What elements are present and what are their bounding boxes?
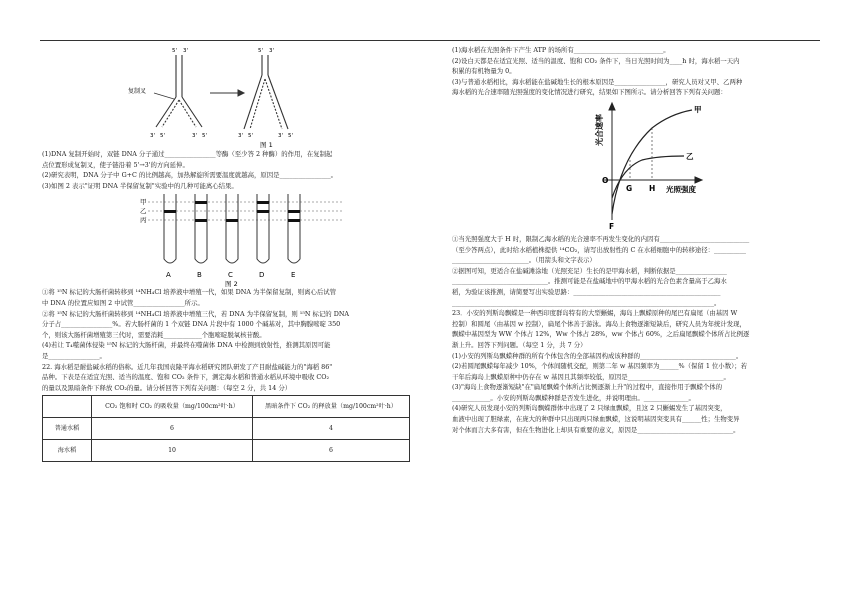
table-cell: 普通水稻	[43, 418, 92, 440]
band-label: 甲	[140, 198, 147, 207]
photosynthesis-graph	[452, 98, 822, 234]
fig1-end-label: 5'	[160, 133, 166, 139]
dna-band	[164, 210, 176, 213]
text-line: (1)DNA 复制开始时，双链 DNA 分子通过________________等酶（至少答 2 种酶）的作用，在复制起	[42, 150, 333, 158]
fig1-end-label: 3'	[278, 133, 284, 139]
series-label: 乙	[686, 151, 694, 161]
figure-1	[42, 45, 410, 149]
table-header-row	[43, 396, 410, 418]
table-cell: 4	[253, 418, 410, 440]
fig1-end-label: 5'	[288, 133, 294, 139]
tube-label: C	[228, 271, 233, 280]
dna-band	[257, 201, 269, 204]
text-line: (3)与普通水稻相比，海水稻能在盐碱地生长的根本原因是________________，研究人员对又甲、乙两种	[452, 77, 743, 86]
tube-label: E	[291, 271, 296, 280]
fig1-end-label: 3'	[269, 48, 275, 54]
text-line: 分子占________________%。若大肠杆菌的 1 个双链 DNA 片段中有 1000 个碱基对，其中胸腺嘧啶 350	[42, 320, 341, 329]
text-line: (4)研究人员发现小安的列斯岛飘蝾群体中出现了 2 只绿血飘蝾，且这 2 只蜥蜴发生了基因突变，	[452, 404, 727, 413]
dna-band	[257, 210, 269, 213]
table-header-cell: CO₂ 饱和时 CO₂ 的吸收量（mg/100cm²叶·h）	[92, 396, 253, 418]
text-line: 22. 海水稻是耐盐碱水稻的俗称。近几年我国袁隆平海水稻研究团队研发了产目耐盐碱能力的"海稻 86"	[42, 362, 333, 371]
table-cell: 10	[92, 440, 253, 462]
text-line: (1)海水稻在光照条件下产生 ATP 的场所有____________________________。	[452, 46, 670, 54]
band-label: 丙	[140, 216, 147, 225]
text-line: 海水稻的光合速率随光照强度的变化情况进行研究，结果如下图所示。请分析回答下列有关问题：	[452, 88, 727, 97]
fig1-end-label: 3'	[150, 133, 156, 139]
text-line: 干年后海岛上飘蝾原种中仍存在 w 基因且其频率较低，原因是______________________________。	[452, 372, 730, 381]
tube-label: D	[259, 271, 265, 280]
text-line: ______________________________。推测可能是在盐碱地中的甲海水稻的光合色素含量高于乙海水	[452, 277, 727, 286]
y-axis-label: 光合速率	[595, 113, 604, 146]
text-line: 23．小安的列斯岛飘蝾是一种西印度群岛特有的大型蜥蜴，海岛上飘蝾原种的尾巴有扁尾（由基因 W	[452, 309, 738, 318]
dna-band	[195, 201, 207, 204]
text-line: 的量以及黑暗条件下释放 CO₂的量。请分析回答下列有关问题：（每空 2 分，共 14 分）	[42, 383, 292, 392]
fig1-end-label: 3'	[238, 133, 244, 139]
dna-band	[226, 219, 238, 222]
text-line: ①当光照强度大于 H 时，限制乙海水稻的光合速率不再发生变化的内因有____________________________	[452, 234, 750, 243]
text-line: (2)设白天都是在适宜光照、适当的温度、饱和 CO₂ 条件下，当日光照时间为____h 时，海水稻一天内	[452, 56, 740, 65]
text-line: (1)小安的列斯岛飘蝾种群的所有个体包含的全部基因构成该种群的______________________________。	[452, 351, 743, 360]
tube-label: A	[166, 271, 171, 280]
co2-data-table	[42, 395, 410, 462]
text-line: 品种。下表是在适宜光照、适当的温度、饱和 CO₂ 条件下，测定海水稻和普通水稻从环境中吸收 CO₂	[42, 373, 330, 382]
table-header-cell: 黑暗条件下 CO₂ 的释放量（mg/100cm²叶·h）	[253, 396, 410, 418]
text-line: 点位置形成复制叉，使子链沿着 5'→3'的方向延伸。	[42, 160, 189, 169]
text-line: 血液中出现了胆绿素，在庞大的种群中只出现两只绿血飘蝾，这说明基因突变具有______性；生物变异	[452, 415, 740, 424]
point-label: O	[602, 175, 609, 185]
text-line: 积累的有机物量为 0。	[452, 67, 516, 76]
fig1-end-label: 5'	[258, 48, 264, 54]
point-label: G	[626, 183, 633, 193]
fork-label: 复制叉	[128, 88, 147, 95]
text-line: __________________________________________________________________________________。	[452, 298, 721, 307]
text-line: 个，则该大肠杆菌增殖第三代时，需要消耗____________个胞嘧啶脱氧核苷酸。	[42, 330, 266, 339]
text-line: （至少答两点），此时给水稻植株提供 ¹⁴CO₂，请写出放射性的 C 在水稻细胞中的转移途径：__________	[452, 245, 747, 254]
dna-band	[195, 219, 207, 222]
test-tube	[164, 194, 176, 263]
text-line: (3)如图 2 表示"证明 DNA 半保留复制"实验中的几种可能离心结果。	[42, 181, 238, 190]
table-cell: 6	[253, 440, 410, 462]
text-line: (3)"海岛上食物逐渐短缺"在"扁尾飘蝾个体所占比例逐渐上升"的过程中，直接作用于飘蝾个体的	[452, 383, 723, 392]
test-tube	[288, 194, 300, 263]
test-tube	[195, 194, 207, 263]
figure-2	[42, 191, 410, 287]
text-line: ②将 ¹⁵N 标记的大肠杆菌转移到 ¹⁴NH₄Cl 培养液中增殖三代，若 DNA 为半保留复制，则 ¹⁵N 标记的 DNA	[42, 309, 350, 318]
test-tube	[226, 194, 238, 263]
fig1-end-label: 5'	[248, 133, 254, 139]
right-column	[452, 45, 822, 435]
left-column	[42, 45, 410, 462]
text-line: ①将 ¹⁵N 标记的大肠杆菌转移到 ¹⁴NH₄Cl 培养液中增殖一代，如果 DNA 为半保留复制，则离心后试管	[42, 288, 337, 297]
point-label: F	[609, 221, 615, 231]
table-header-cell	[43, 396, 92, 418]
test-tube	[257, 194, 269, 263]
fig1-end-label: 3'	[192, 133, 198, 139]
text-line: (2)若圆尾飘蝾每年减少 10%，个体间随机交配，则第二年 w 基因频率为______%（保留 1 位小数）；若	[452, 362, 748, 371]
tube-label: B	[197, 271, 202, 280]
dna-band	[288, 219, 300, 222]
centrifuge-tubes-diagram	[42, 191, 410, 287]
text-line: 控制）和圆尾（由基因 w 控制），扁尾个体善于游泳。海岛上食物逐渐短缺后，研究人员为年统计发现，	[452, 319, 746, 328]
text-line: 对个体而言大多有害，但在生物进化上却具有重要的意义，原因是______________________________。	[452, 425, 740, 434]
table-cell: 海水稻	[43, 440, 92, 462]
text-line: 稻，为验证该推测，请简要写出实验思路：______________________________________________	[452, 287, 721, 296]
band-label: 乙	[140, 207, 147, 216]
text-line: (4)若让 T₄噬菌体侵染 ¹⁵N 标记的大肠杆菌，并最终在噬菌体 DNA 中检测到放射性，推测其原因可能	[42, 341, 331, 350]
table-row	[43, 418, 410, 440]
x-axis-label: 光照强度	[666, 184, 696, 194]
text-line: ____________。小安的列斯岛飘蝾种群是否发生进化，并说明理由。______________。	[452, 393, 695, 402]
text-line: (2)研究表明，DNA 分子中 G+C 的比例越高，加热解旋所需要温度就越高，原因是________________。	[42, 171, 338, 180]
dna-replication-diagram	[42, 45, 410, 149]
figure-caption: 图 1	[260, 141, 273, 149]
text-line: 是________________。	[42, 351, 106, 360]
text-line: 中 DNA 的位置应如图 2 中试管________________所示。	[42, 298, 204, 307]
text-line: 渐上升。回答下列问题。（每空 1 分，共 7 分）	[452, 340, 587, 349]
table-row	[43, 440, 410, 462]
header-rule	[40, 40, 820, 41]
text-line: ②据图可知，更适合在盐碱滩涂地（光照充足）生长的是甲海水稻，判断依据是________________	[452, 266, 727, 275]
fig1-end-label: 3'	[183, 48, 189, 54]
table-cell: 6	[92, 418, 253, 440]
text-line: 飘蝾中基因型为 WW 个体占 12%，Ww 个体占 28%，ww 个体占 60%，之后扁尾飘蝾个体所占比例逐	[452, 330, 750, 339]
figure-caption: 图 2	[225, 280, 238, 288]
dna-band	[288, 210, 300, 213]
light-curve-diagram	[452, 98, 822, 234]
series-label: 甲	[694, 104, 702, 114]
point-label: H	[649, 183, 656, 193]
fig1-end-label: 5'	[172, 48, 178, 54]
text-line: ________________________。（用箭头和文字表示）	[452, 256, 596, 265]
fig1-end-label: 5'	[202, 133, 208, 139]
